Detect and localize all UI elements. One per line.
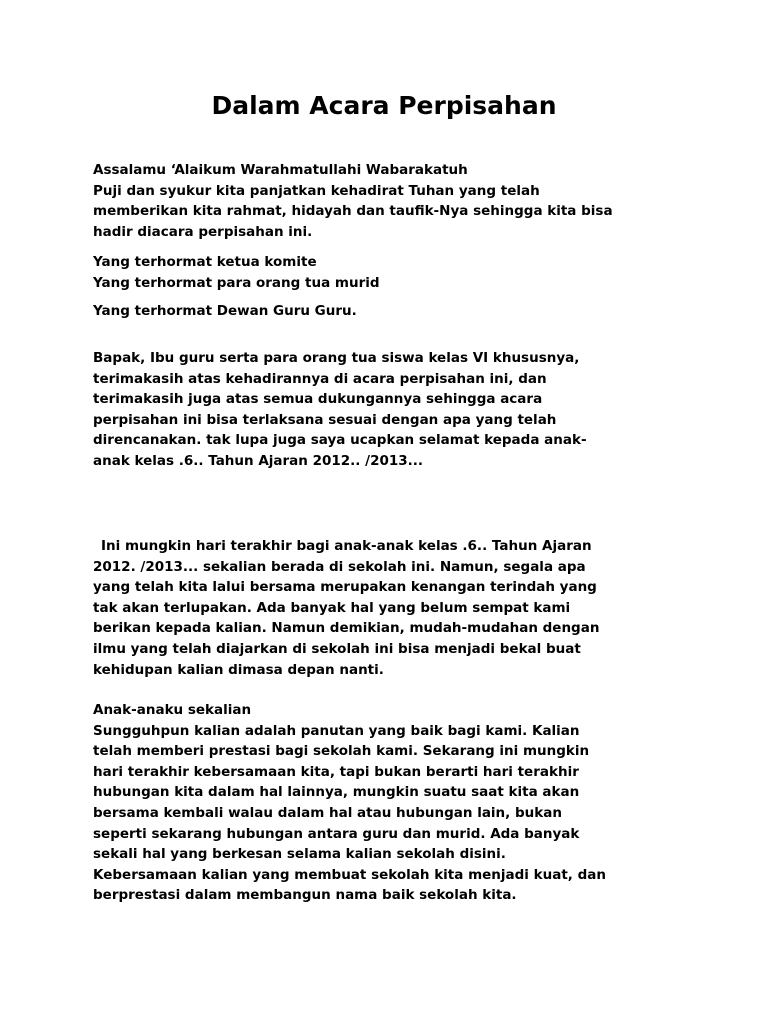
paragraph-line: Kebersamaan kalian yang membuat sekolah kita menjadi kuat, dan	[93, 866, 606, 883]
paragraph-line: perpisahan ini bisa terlaksana sesuai dengan apa yang telah	[93, 411, 557, 428]
paragraph-line: berikan kepada kalian. Namun demikian, mudah-mudahan dengan	[93, 620, 600, 637]
paragraph-line-text: Ini mungkin hari terakhir bagi anak-anak kelas .6.. Tahun Ajaran	[101, 538, 592, 554]
paragraph-line: ilmu yang telah diajarkan di sekolah ini bisa menjadi bekal buat	[93, 640, 581, 657]
paragraph-line: direncanakan. tak lupa juga saya ucapkan selamat kepada anak-	[93, 432, 587, 449]
greeting-line: hadir diacara perpisahan ini.	[93, 223, 313, 240]
paragraph-line: kehidupan kalian dimasa depan nanti.	[93, 661, 384, 678]
paragraph-line: seperti sekarang hubungan antara guru dan murid. Ada banyak	[93, 825, 580, 842]
paragraph-line: 2012. /2013... sekalian berada di sekolah ini. Namun, segala apa	[93, 558, 586, 575]
paragraph-line: sekali hal yang berkesan selama kalian sekolah disini.	[93, 846, 506, 863]
paragraph-line: yang telah kita lalui bersama merupakan kenangan terindah yang	[93, 579, 597, 596]
paragraph-heading: Anak-anaku sekalian	[93, 702, 252, 718]
paragraph-line: berprestasi dalam membangun nama baik sekolah kita.	[93, 887, 517, 904]
paragraph-line: terimakasih atas kehadirannya di acara perpisahan ini, dan	[93, 370, 547, 387]
paragraph-line: bersama kembali walau dalam hal atau hubungan lain, bukan	[93, 804, 562, 821]
paragraph-line: Sungguhpun kalian adalah panutan yang baik bagi kami. Kalian	[93, 722, 580, 739]
document-title: Dalam Acara Perpisahan	[211, 91, 557, 120]
paragraph-line: tak akan terlupakan. Ada banyak hal yang belum sempat kami	[93, 599, 571, 616]
paragraph-line: Bapak, Ibu guru serta para orang tua siswa kelas VI khususnya,	[93, 350, 580, 366]
greeting-line: memberikan kita rahmat, hidayah dan taufik-Nya sehingga kita bisa	[93, 203, 613, 220]
greeting-line: Puji dan syukur kita panjatkan kehadirat Tuhan yang telah	[93, 182, 540, 199]
paragraph-line: hubungan kita dalam hal lainnya, mungkin suatu saat kita akan	[93, 784, 580, 801]
honorific-line: Yang terhormat para orang tua murid	[93, 274, 380, 291]
greeting-block	[93, 160, 693, 242]
honorific-teachers-block	[93, 301, 693, 322]
paragraph-line	[93, 536, 693, 557]
paragraph-line: anak kelas .6.. Tahun Ajaran 2012.. /2013...	[93, 452, 424, 469]
paragraph-1	[93, 348, 693, 472]
honorific-line: Yang terhormat Dewan Guru Guru.	[93, 303, 357, 319]
paragraph-line: hari terakhir kebersamaan kita, tapi bukan berarti hari terakhir	[93, 763, 579, 780]
greeting-line: Assalamu ‘Alaikum Warahmatullahi Wabarakatuh	[93, 162, 468, 178]
paragraph-line: terimakasih juga atas semua dukungannya sehingga acara	[93, 391, 543, 408]
paragraph-3	[93, 700, 693, 906]
paragraph-line: telah memberi prestasi bagi sekolah kami. Sekarang ini mungkin	[93, 743, 590, 760]
honorific-line: Yang terhormat ketua komite	[93, 254, 317, 270]
honorifics-block	[93, 252, 693, 293]
paragraph-2	[93, 536, 693, 680]
